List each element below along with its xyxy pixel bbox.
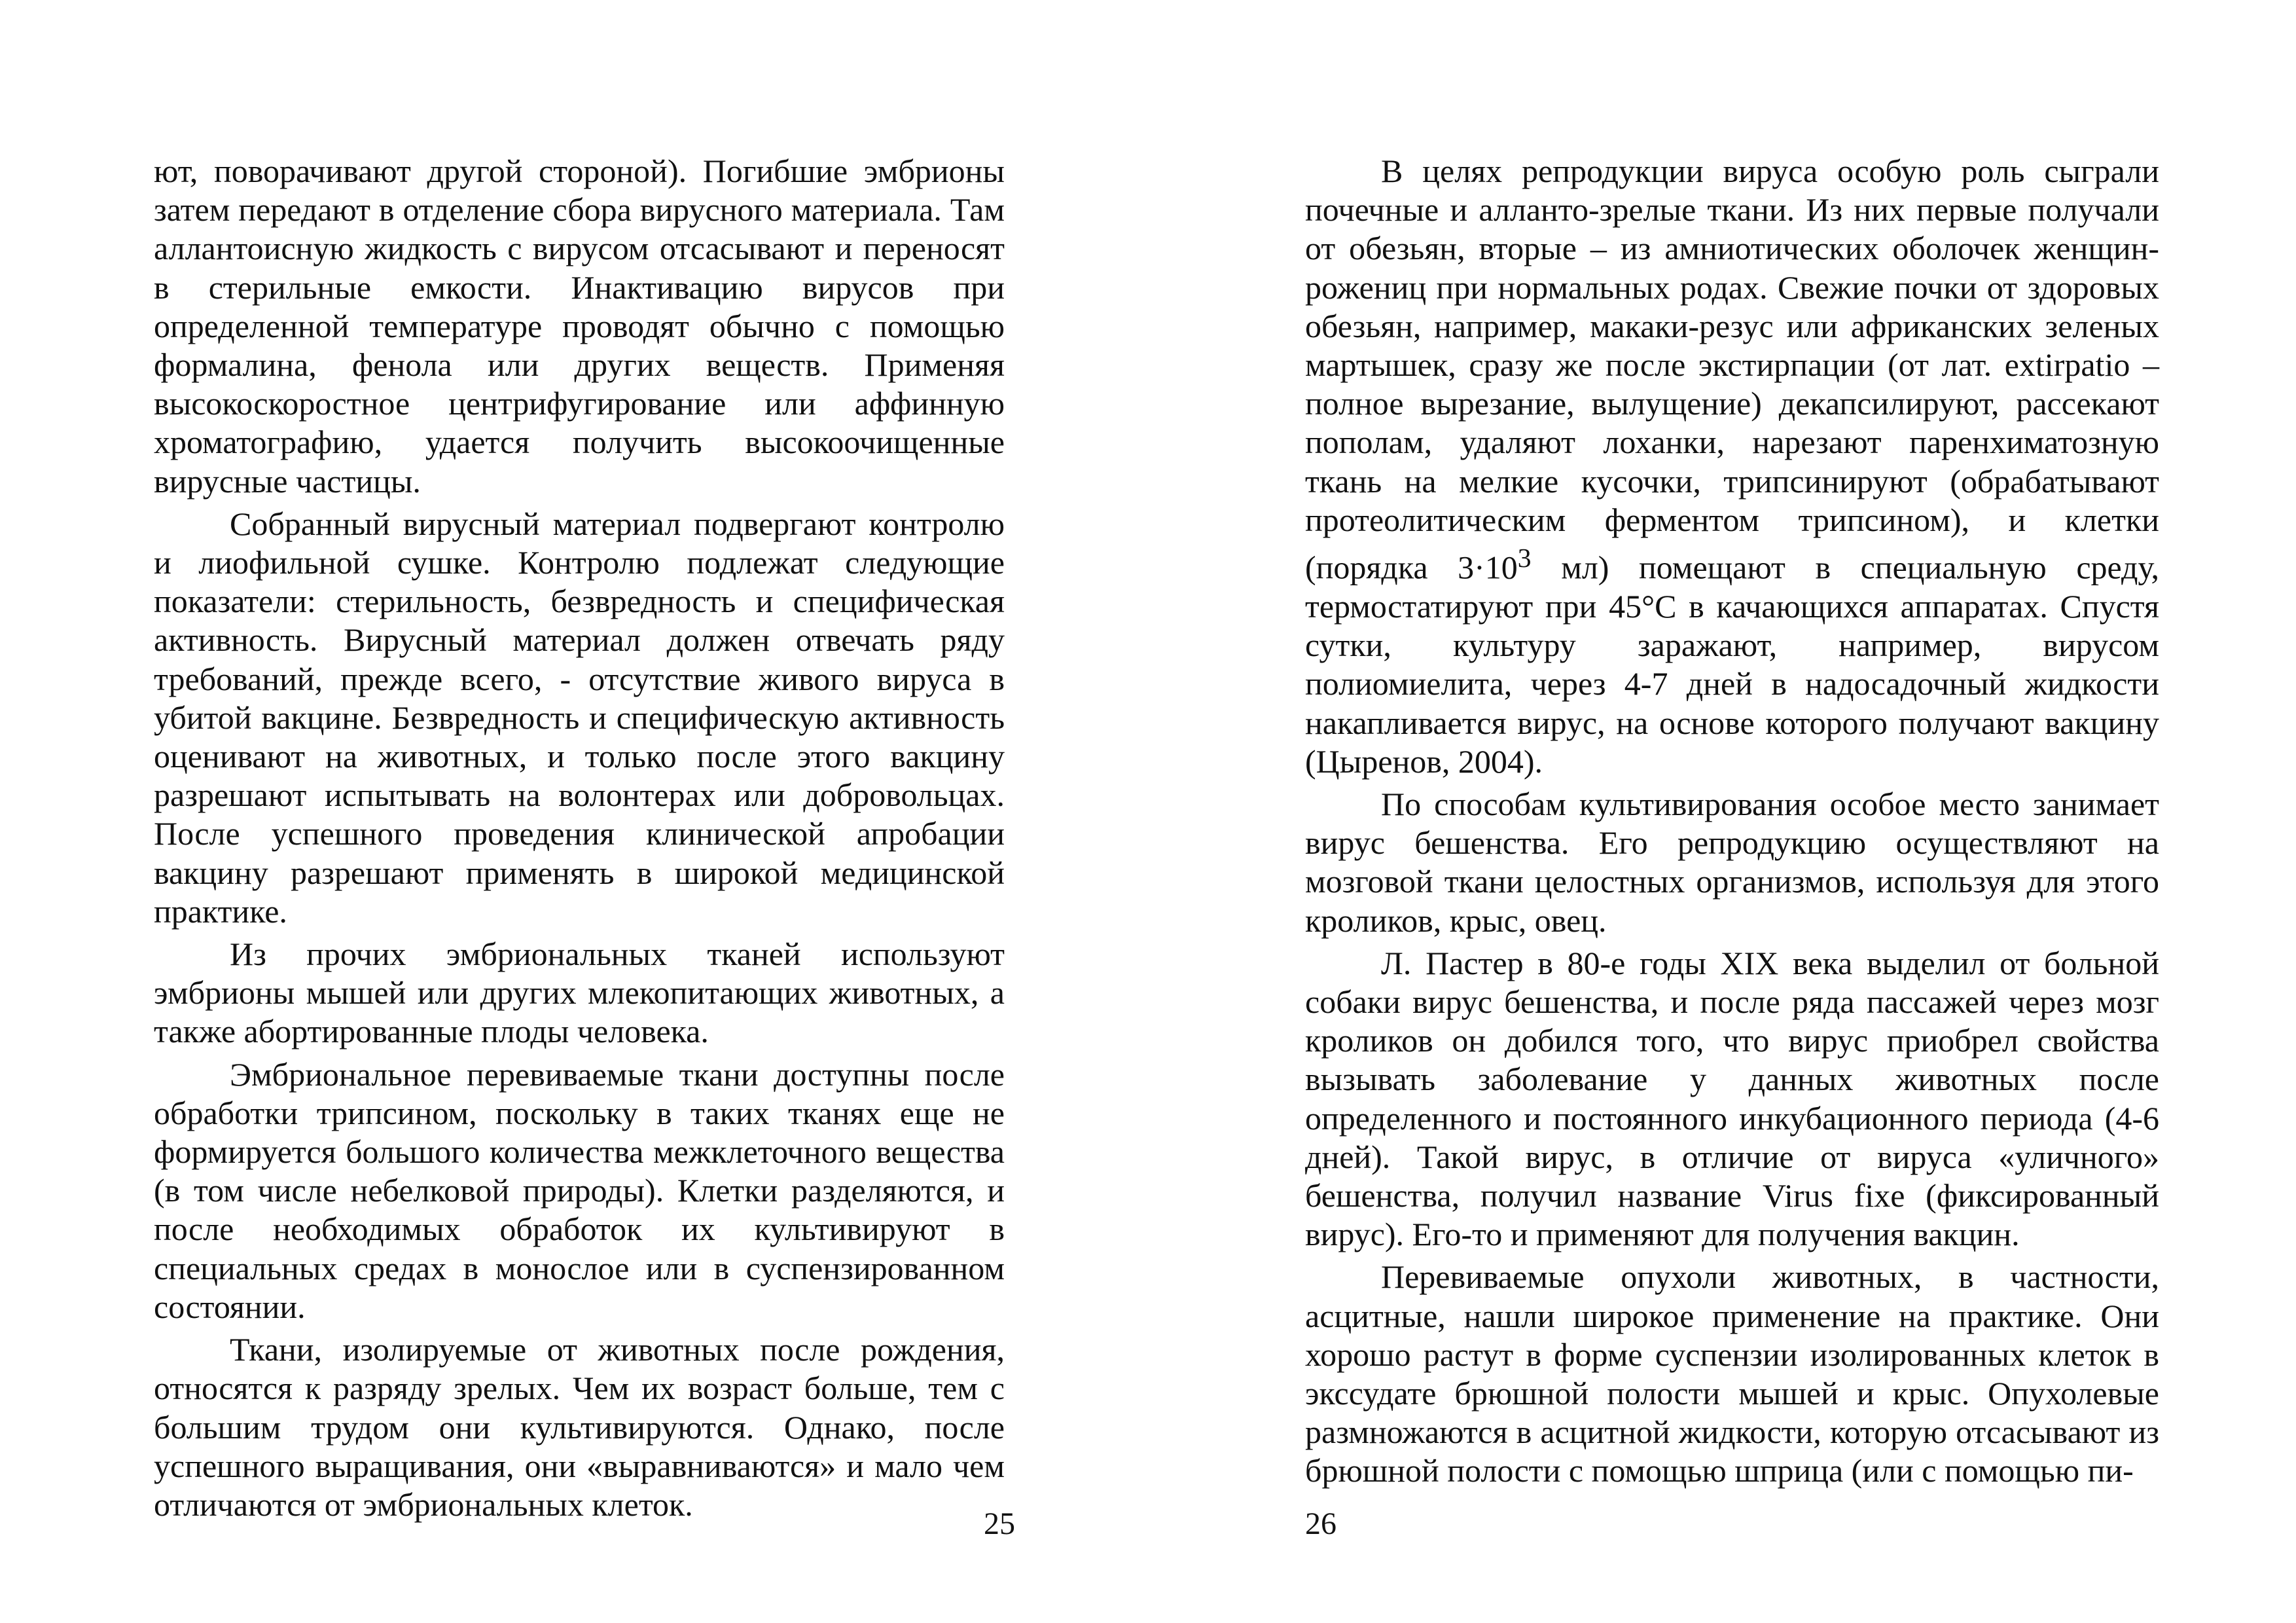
page-number: 25	[984, 1506, 1015, 1541]
paragraph: Эмбриональное перевиваемые ткани доступны после обработки трипсином, поскольку в таких тканях еще не формируется большого количества межклеточного вещества (в том числе небелковой природы). Клетки разделяются, и после необходимых обработок их культивируют в специальных средах в монослое или в суспензированном состоянии.	[154, 1055, 1005, 1325]
paragraph: Перевиваемые опухоли животных, в частности, асцитные, нашли широкое применение на практике. Они хорошо растут в форме суспензии изолированных клеток в экссудате брюшной полости мышей и крыс. Опухолевые размножаются в асцитной жидкости, которую отсасывают из брюшной полости с помощью шприца (или с помощью пи-	[1305, 1258, 2159, 1489]
right-page	[1148, 0, 2296, 1623]
paragraph: Собранный вирусный материал подвергают контролю и лиофильной сушке. Контролю подлежат следующие показатели: стерильность, безвредность и специфическая активность. Вирусный материал должен отвечать ряду требований, прежде всего, - отсутствие живого вируса в убитой вакцине. Безвредность и специфическую активность оценивают на животных, и только после этого вакцину разрешают испытывать на волонтерах или добровольцах. После успешного проведения клинической апробации вакцину разрешают применять в широкой медицинской практике.	[154, 505, 1005, 930]
left-page-text-column	[154, 152, 1005, 1528]
paragraph: Ткани, изолируемые от животных после рождения, относятся к разряду зрелых. Чем их возраст больше, тем с большим трудом они культивируются. Однако, после успешного выращивания, они «выравниваются» и мало чем отличаются от эмбриональных клеток.	[154, 1331, 1005, 1523]
paragraph	[1305, 152, 2159, 781]
paragraph-text: мл) помещают в специальную среду, термостатируют при 45°С в качающихся аппаратах. Спустя сутки, культуру заражают, например, вирусом полиомиелита, через 4-7 дней в надосадочный жидкости накапливается вирус, на основе которого получают вакцину (Цыренов, 2004).	[1305, 549, 2159, 780]
page-number: 26	[1305, 1506, 1336, 1541]
paragraph: Из прочих эмбриональных тканей используют эмбрионы мышей или других млекопитающих животных, а также абортированные плоды человека.	[154, 936, 1005, 1050]
paragraph-text: В целях репродукции вируса особую роль сыграли почечные и алланто-зрелые ткани. Из них первые получали от обезьян, вторые – из амниотических оболочек женщин-рожениц при нормальных родах. Свежие почки от здоровых обезьян, например, макаки-резус или африканских зеленых мартышек, сразу же после экстирпации (от лат. extirpatio – полное вырезание, вылущение) декапсилируют, рассекают пополам, удаляют лоханки, нарезают паренхиматозную ткань на мелкие кусочки, трипсинируют (обрабатывают протеолитическим ферментом трипсином), и клетки (порядка 3·10	[1305, 153, 2159, 586]
paragraph: ют, поворачивают другой стороной). Погибшие эмбрионы затем передают в отделение сбора вирусного материала. Там аллантоисную жидкость с вирусом отсасывают и переносят в стерильные емкости. Инактивацию вирусов при определенной температуре проводят обычно с помощью формалина, фенола или других веществ. Применяя высокоскоростное центрифугирование или аффинную хроматографию, удается получить высокоочищенные вирусные частицы.	[154, 153, 1005, 500]
right-page-text-column	[1305, 152, 2159, 1495]
paragraph: Л. Пастер в 80-е годы XIX века выделил от больной собаки вирус бешенства, и после ряда пассажей через мозг кроликов он добился того, что вирус приобрел свойства вызывать заболевание у данных животных после определенного и постоянного инкубационного периода (4-6 дней). Такой вирус, в отличие от вируса «уличного» бешенства, получил название Virus fixe (фиксированный вирус). Его-то и применяют для получения вакцин.	[1305, 944, 2159, 1253]
paragraph: По способам культивирования особое место занимает вирус бешенства. Его репродукцию осуществляют на мозговой ткани целостных организмов, используя для этого кроликов, крыс, овец.	[1305, 785, 2159, 939]
exponent: 3	[1517, 543, 1532, 574]
